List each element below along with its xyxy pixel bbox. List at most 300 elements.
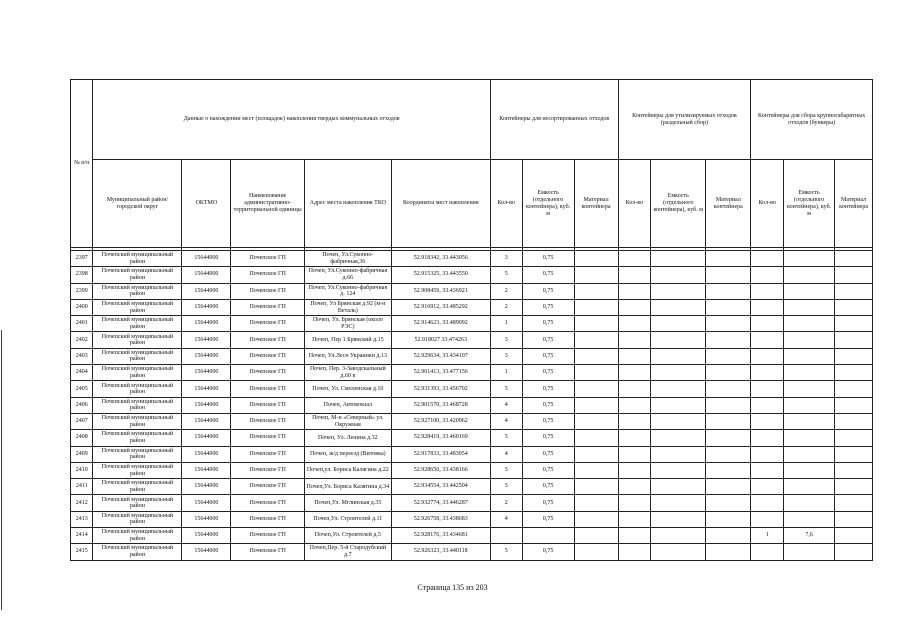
cell-count-separate xyxy=(618,413,651,429)
cell-address: Почеп, Автовокзал xyxy=(304,397,391,413)
cell-material-unsorted xyxy=(574,381,618,397)
cell-material-separate xyxy=(706,316,751,332)
cell-material-unsorted xyxy=(574,479,618,495)
cell-capacity-separate xyxy=(651,430,706,446)
cell-coordinates: 52.915325, 33.443550 xyxy=(391,267,490,283)
cell-capacity-separate xyxy=(651,462,706,478)
cell-count-unsorted: 5 xyxy=(490,544,522,560)
cell-address: Почеп, Ул.Суконно-фабричная д. 124 xyxy=(304,283,391,299)
cell-material-unsorted xyxy=(574,267,618,283)
cell-capacity-separate xyxy=(651,348,706,364)
cell-count-bulky xyxy=(751,348,784,364)
cell-count-unsorted: 5 xyxy=(490,381,522,397)
cell-row-number: 2397 xyxy=(71,251,93,267)
table-row xyxy=(71,381,873,397)
cell-count-bulky xyxy=(751,267,784,283)
cell-count-bulky xyxy=(751,495,784,511)
cell-capacity-bulky xyxy=(784,365,835,381)
cell-capacity-unsorted: 0,75 xyxy=(522,348,574,364)
cell-oktmo: 15644000 xyxy=(182,479,231,495)
cell-address: Почеп,Пер. 5-й Стародубский д.7 xyxy=(304,544,391,560)
cell-material-separate xyxy=(706,267,751,283)
cell-capacity-separate xyxy=(651,283,706,299)
table-row xyxy=(71,299,873,315)
cell-row-number: 2398 xyxy=(71,267,93,283)
cell-capacity-bulky xyxy=(784,283,835,299)
cell-address: Почеп, Пер 1 Брянский д.15 xyxy=(304,332,391,348)
cell-oktmo: 15644000 xyxy=(182,511,231,527)
header-unit-name: Наименование административно-территориальной единицы xyxy=(231,160,305,248)
cell-capacity-separate xyxy=(651,299,706,315)
table-row xyxy=(71,348,873,364)
cell-capacity-unsorted: 0,75 xyxy=(522,430,574,446)
cell-oktmo: 15644000 xyxy=(182,381,231,397)
cell-count-separate xyxy=(618,479,651,495)
cell-material-unsorted xyxy=(574,430,618,446)
header-material-bulky: Материал контейнера xyxy=(835,160,873,248)
cell-address: Почеп,ул. Бориса Калягина д.22 xyxy=(304,462,391,478)
cell-count-unsorted: 3 xyxy=(490,332,522,348)
cell-material-bulky xyxy=(835,544,873,560)
cell-address: Почеп, М-н «Северный» ул. Окружная xyxy=(304,413,391,429)
cell-coordinates: 52.928650, 33.438166 xyxy=(391,462,490,478)
cell-count-unsorted: 5 xyxy=(490,479,522,495)
cell-coordinates: 52.928176, 33.434681 xyxy=(391,528,490,544)
cell-capacity-unsorted: 0,75 xyxy=(522,413,574,429)
cell-material-separate xyxy=(706,430,751,446)
table-row xyxy=(71,365,873,381)
cell-oktmo: 15644000 xyxy=(182,267,231,283)
cell-address: Почеп, Ул.Суконно-фабричная,36 xyxy=(304,251,391,267)
header-capacity-separate: Емкость (отдельного контейнера), куб. м xyxy=(651,160,706,248)
cell-unit-name: Почепское ГП xyxy=(231,283,305,299)
table-row xyxy=(71,267,873,283)
cell-unit-name: Почепское ГП xyxy=(231,446,305,462)
cell-material-separate xyxy=(706,251,751,267)
cell-row-number: 2412 xyxy=(71,495,93,511)
cell-capacity-unsorted: 0,75 xyxy=(522,251,574,267)
cell-material-unsorted xyxy=(574,446,618,462)
cell-coordinates: 52.931393, 33.456702 xyxy=(391,381,490,397)
cell-material-separate xyxy=(706,528,751,544)
cell-coordinates: 52.901570, 33.468728 xyxy=(391,397,490,413)
cell-municipality: Почепский муниципальный район xyxy=(93,316,182,332)
cell-material-separate xyxy=(706,397,751,413)
cell-count-unsorted: 1 xyxy=(490,365,522,381)
cell-municipality: Почепский муниципальный район xyxy=(93,365,182,381)
cell-material-bulky xyxy=(835,479,873,495)
cell-coordinates: 52.932774, 33.446287 xyxy=(391,495,490,511)
cell-capacity-bulky xyxy=(784,446,835,462)
table-row xyxy=(71,528,873,544)
cell-address: Почеп,Ул. Строителей д.5 xyxy=(304,528,391,544)
cell-oktmo: 15644000 xyxy=(182,495,231,511)
cell-material-unsorted xyxy=(574,397,618,413)
cell-material-bulky xyxy=(835,462,873,478)
cell-material-bulky xyxy=(835,267,873,283)
cell-count-unsorted xyxy=(490,528,522,544)
cell-count-separate xyxy=(618,381,651,397)
cell-coordinates: 52.916912, 33.485292 xyxy=(391,299,490,315)
cell-capacity-bulky xyxy=(784,430,835,446)
cell-count-bulky xyxy=(751,430,784,446)
cell-unit-name: Почепское ГП xyxy=(231,544,305,560)
cell-row-number: 2399 xyxy=(71,283,93,299)
table-row xyxy=(71,544,873,560)
cell-row-number: 2410 xyxy=(71,462,93,478)
cell-material-separate xyxy=(706,348,751,364)
cell-coordinates: 52.929634, 33.434107 xyxy=(391,348,490,364)
cell-material-unsorted xyxy=(574,283,618,299)
cell-count-separate xyxy=(618,528,651,544)
cell-unit-name: Почепское ГП xyxy=(231,413,305,429)
cell-capacity-separate xyxy=(651,267,706,283)
cell-coordinates: 52.914623, 33.489092 xyxy=(391,316,490,332)
header-group-separate: Контейнеры для утилизируемых отходов (раздельный сбор) xyxy=(618,80,751,160)
cell-municipality: Почепский муниципальный район xyxy=(93,283,182,299)
page-number: Страница 135 из 203 xyxy=(417,583,488,592)
cell-material-bulky xyxy=(835,365,873,381)
cell-count-bulky xyxy=(751,381,784,397)
cell-address: Почеп, Ул.Лесн Украинки д.13 xyxy=(304,348,391,364)
cell-material-separate xyxy=(706,332,751,348)
cell-unit-name: Почепское ГП xyxy=(231,462,305,478)
cell-count-unsorted: 2 xyxy=(490,283,522,299)
table-body xyxy=(71,248,873,561)
cell-material-bulky xyxy=(835,381,873,397)
cell-coordinates: 52.927100, 33.420962 xyxy=(391,413,490,429)
cell-address: Почеп, Пер. 3-Заводскальный д.60 в xyxy=(304,365,391,381)
cell-oktmo: 15644000 xyxy=(182,283,231,299)
cell-capacity-separate xyxy=(651,316,706,332)
cell-capacity-bulky xyxy=(784,267,835,283)
cell-oktmo: 15644000 xyxy=(182,348,231,364)
cell-count-bulky xyxy=(751,413,784,429)
cell-oktmo: 15644000 xyxy=(182,430,231,446)
cell-oktmo: 15644000 xyxy=(182,528,231,544)
cell-capacity-bulky xyxy=(784,397,835,413)
cell-oktmo: 15644000 xyxy=(182,332,231,348)
cell-material-bulky xyxy=(835,332,873,348)
cell-material-unsorted xyxy=(574,299,618,315)
table-row xyxy=(71,479,873,495)
cell-oktmo: 15644000 xyxy=(182,413,231,429)
cell-count-separate xyxy=(618,544,651,560)
cell-material-unsorted xyxy=(574,251,618,267)
cell-count-separate xyxy=(618,462,651,478)
cell-capacity-unsorted: 0,75 xyxy=(522,479,574,495)
cell-unit-name: Почепское ГП xyxy=(231,528,305,544)
cell-address: Почеп, Ул.Суконно-фабричная д.66 xyxy=(304,267,391,283)
table-row xyxy=(71,495,873,511)
cell-row-number: 2405 xyxy=(71,381,93,397)
cell-capacity-bulky xyxy=(784,381,835,397)
cell-address: Почеп, Ул. Ленина д.32 xyxy=(304,430,391,446)
cell-count-unsorted: 4 xyxy=(490,446,522,462)
cell-row-number: 2409 xyxy=(71,446,93,462)
cell-address: Почеп,Ул. Мглинская д.35 xyxy=(304,495,391,511)
cell-municipality: Почепский муниципальный район xyxy=(93,544,182,560)
cell-unit-name: Почепское ГП xyxy=(231,332,305,348)
cell-municipality: Почепский муниципальный район xyxy=(93,446,182,462)
cell-capacity-unsorted: 0,75 xyxy=(522,544,574,560)
cell-capacity-separate xyxy=(651,495,706,511)
cell-capacity-unsorted: 0,75 xyxy=(522,316,574,332)
cell-coordinates: 52.934554, 33.442504 xyxy=(391,479,490,495)
cell-unit-name: Почепское ГП xyxy=(231,348,305,364)
cell-material-unsorted xyxy=(574,332,618,348)
cell-capacity-bulky xyxy=(784,299,835,315)
cell-unit-name: Почепское ГП xyxy=(231,495,305,511)
cell-oktmo: 15644000 xyxy=(182,462,231,478)
cell-capacity-separate xyxy=(651,511,706,527)
cell-material-unsorted xyxy=(574,413,618,429)
table-row xyxy=(71,430,873,446)
cell-oktmo: 15644000 xyxy=(182,397,231,413)
cell-capacity-bulky xyxy=(784,462,835,478)
cell-capacity-unsorted: 0,75 xyxy=(522,283,574,299)
cell-capacity-separate xyxy=(651,413,706,429)
cell-unit-name: Почепское ГП xyxy=(231,299,305,315)
cell-unit-name: Почепское ГП xyxy=(231,267,305,283)
cell-capacity-bulky xyxy=(784,251,835,267)
cell-coordinates: 52.926323, 33.440118 xyxy=(391,544,490,560)
cell-capacity-separate xyxy=(651,544,706,560)
cell-municipality: Почепский муниципальный район xyxy=(93,479,182,495)
cell-material-bulky xyxy=(835,413,873,429)
cell-unit-name: Почепское ГП xyxy=(231,316,305,332)
cell-material-unsorted xyxy=(574,511,618,527)
cell-capacity-unsorted: 0,75 xyxy=(522,365,574,381)
cell-count-unsorted: 3 xyxy=(490,251,522,267)
header-row-number: № п/п xyxy=(71,80,93,248)
cell-count-separate xyxy=(618,332,651,348)
cell-capacity-bulky xyxy=(784,495,835,511)
cell-count-separate xyxy=(618,251,651,267)
cell-oktmo: 15644000 xyxy=(182,446,231,462)
cell-municipality: Почепский муниципальный район xyxy=(93,413,182,429)
cell-material-separate xyxy=(706,479,751,495)
cell-coordinates: 52.926758, 33.438683 xyxy=(391,511,490,527)
cell-capacity-separate xyxy=(651,332,706,348)
cell-count-unsorted: 2 xyxy=(490,299,522,315)
cell-capacity-bulky xyxy=(784,316,835,332)
cell-municipality: Почепский муниципальный район xyxy=(93,251,182,267)
cell-material-bulky xyxy=(835,348,873,364)
cell-count-bulky xyxy=(751,511,784,527)
cell-material-separate xyxy=(706,446,751,462)
cell-address: Почеп, Ул Брянская д.92 (м-н Веталь) xyxy=(304,299,391,315)
cell-unit-name: Почепское ГП xyxy=(231,430,305,446)
cell-oktmo: 15644000 xyxy=(182,544,231,560)
cell-count-unsorted: 4 xyxy=(490,413,522,429)
header-group-sites: Данные о нахождении мест (площадок) накопления твердых коммунальных отходов xyxy=(93,80,490,160)
cell-capacity-bulky xyxy=(784,479,835,495)
cell-capacity-separate xyxy=(651,381,706,397)
cell-count-separate xyxy=(618,283,651,299)
cell-material-unsorted xyxy=(574,348,618,364)
cell-material-separate xyxy=(706,495,751,511)
cell-capacity-separate xyxy=(651,365,706,381)
header-count-unsorted: Кол-во xyxy=(490,160,522,248)
cell-count-unsorted: 1 xyxy=(490,316,522,332)
cell-municipality: Почепский муниципальный район xyxy=(93,528,182,544)
cell-count-unsorted: 5 xyxy=(490,430,522,446)
cell-count-bulky xyxy=(751,446,784,462)
cell-municipality: Почепский муниципальный район xyxy=(93,348,182,364)
cell-row-number: 2407 xyxy=(71,413,93,429)
cell-capacity-unsorted: 0,75 xyxy=(522,299,574,315)
cell-capacity-separate xyxy=(651,251,706,267)
cell-count-bulky xyxy=(751,365,784,381)
table-row xyxy=(71,446,873,462)
cell-row-number: 2406 xyxy=(71,397,93,413)
cell-row-number: 2403 xyxy=(71,348,93,364)
header-coordinates: Координаты мест накопления xyxy=(391,160,490,248)
cell-municipality: Почепский муниципальный район xyxy=(93,267,182,283)
cell-material-bulky xyxy=(835,283,873,299)
cell-count-bulky xyxy=(751,283,784,299)
cell-capacity-bulky xyxy=(784,348,835,364)
cell-material-bulky xyxy=(835,446,873,462)
cell-count-separate xyxy=(618,397,651,413)
cell-row-number: 2411 xyxy=(71,479,93,495)
cell-count-unsorted: 4 xyxy=(490,397,522,413)
cell-address: Почеп,Ул. Бориса Калягина д.34 xyxy=(304,479,391,495)
cell-capacity-bulky xyxy=(784,332,835,348)
cell-capacity-unsorted: 0,75 xyxy=(522,397,574,413)
cell-material-separate xyxy=(706,381,751,397)
cell-capacity-separate xyxy=(651,479,706,495)
cell-row-number: 2402 xyxy=(71,332,93,348)
cell-capacity-unsorted: 0,75 xyxy=(522,267,574,283)
header-material-unsorted: Материал контейнера xyxy=(574,160,618,248)
cell-count-unsorted: 5 xyxy=(490,267,522,283)
cell-count-unsorted: 2 xyxy=(490,495,522,511)
cell-count-separate xyxy=(618,511,651,527)
cell-count-separate xyxy=(618,316,651,332)
cell-municipality: Почепский муниципальный район xyxy=(93,381,182,397)
cell-capacity-bulky: 7,6 xyxy=(784,528,835,544)
cell-capacity-unsorted: 0,75 xyxy=(522,462,574,478)
cell-count-bulky xyxy=(751,479,784,495)
cell-municipality: Почепский муниципальный район xyxy=(93,332,182,348)
cell-coordinates: 52.928419, 33.460169 xyxy=(391,430,490,446)
cell-material-unsorted xyxy=(574,495,618,511)
cell-count-bulky xyxy=(751,332,784,348)
cell-address: Почеп, Ул. Смоленская д.10 xyxy=(304,381,391,397)
cell-municipality: Почепский муниципальный район xyxy=(93,511,182,527)
cell-unit-name: Почепское ГП xyxy=(231,365,305,381)
cell-oktmo: 15644000 xyxy=(182,299,231,315)
cell-capacity-separate xyxy=(651,397,706,413)
cell-coordinates: 52.918342, 33.443056 xyxy=(391,251,490,267)
cell-material-bulky xyxy=(835,397,873,413)
cell-material-bulky xyxy=(835,511,873,527)
cell-capacity-bulky xyxy=(784,413,835,429)
cell-material-unsorted xyxy=(574,462,618,478)
cell-capacity-bulky xyxy=(784,511,835,527)
cell-municipality: Почепский муниципальный район xyxy=(93,430,182,446)
table-row xyxy=(71,332,873,348)
table-row xyxy=(71,283,873,299)
cell-count-unsorted: 5 xyxy=(490,462,522,478)
header-oktmo: ОКТМО xyxy=(182,160,231,248)
cell-unit-name: Почепское ГП xyxy=(231,511,305,527)
header-group-unsorted: Контейнеры для несортированных отходов xyxy=(490,80,618,160)
cell-address: Почеп,Ул. Строителей д.11 xyxy=(304,511,391,527)
cell-count-separate xyxy=(618,348,651,364)
cell-count-bulky: 1 xyxy=(751,528,784,544)
header-group-bulky: Контейнеры для сбора крупногабаритных отходов (бункеры) xyxy=(751,80,873,160)
cell-count-bulky xyxy=(751,462,784,478)
header-municipality: Муниципальный район/городской округ xyxy=(93,160,182,248)
cell-material-bulky xyxy=(835,495,873,511)
cell-count-bulky xyxy=(751,397,784,413)
cell-municipality: Почепский муниципальный район xyxy=(93,299,182,315)
cell-count-separate xyxy=(618,446,651,462)
cell-unit-name: Почепское ГП xyxy=(231,397,305,413)
table-row xyxy=(71,251,873,267)
cell-address: Почеп, ж/д переезд (Витовка) xyxy=(304,446,391,462)
cell-material-separate xyxy=(706,462,751,478)
cell-capacity-bulky xyxy=(784,544,835,560)
table-row xyxy=(71,462,873,478)
cell-count-separate xyxy=(618,267,651,283)
waste-sites-table xyxy=(70,79,873,561)
cell-count-separate xyxy=(618,430,651,446)
cell-material-bulky xyxy=(835,316,873,332)
table-row xyxy=(71,397,873,413)
cell-address: Почеп, Ул. Брянская (около РЭС) xyxy=(304,316,391,332)
cell-row-number: 2414 xyxy=(71,528,93,544)
cell-material-bulky xyxy=(835,528,873,544)
cell-capacity-separate xyxy=(651,446,706,462)
cell-municipality: Почепский муниципальный район xyxy=(93,462,182,478)
cell-oktmo: 15644000 xyxy=(182,251,231,267)
header-capacity-unsorted: Емкость (отдельного контейнера), куб. м xyxy=(522,160,574,248)
cell-material-unsorted xyxy=(574,544,618,560)
table-row xyxy=(71,413,873,429)
cell-capacity-unsorted: 0,75 xyxy=(522,381,574,397)
cell-material-separate xyxy=(706,413,751,429)
table-row xyxy=(71,511,873,527)
cell-material-unsorted xyxy=(574,316,618,332)
cell-material-bulky xyxy=(835,299,873,315)
header-capacity-bulky: Емкость (отдельного контейнера), куб. м xyxy=(784,160,835,248)
cell-coordinates: 52.908459, 33.436921 xyxy=(391,283,490,299)
cell-capacity-separate xyxy=(651,528,706,544)
cell-count-separate xyxy=(618,365,651,381)
cell-material-unsorted xyxy=(574,365,618,381)
cell-coordinates: 52.918027 33.474263 xyxy=(391,332,490,348)
cell-capacity-unsorted: 0,75 xyxy=(522,495,574,511)
cell-count-bulky xyxy=(751,316,784,332)
cell-count-separate xyxy=(618,299,651,315)
header-address: Адрес места накопления ТКО xyxy=(304,160,391,248)
cell-count-unsorted: 4 xyxy=(490,511,522,527)
cell-unit-name: Почепское ГП xyxy=(231,251,305,267)
header-material-separate: Материал контейнера xyxy=(706,160,751,248)
cell-row-number: 2408 xyxy=(71,430,93,446)
cell-capacity-unsorted: 0,75 xyxy=(522,332,574,348)
cell-count-bulky xyxy=(751,299,784,315)
cell-capacity-unsorted: 0,75 xyxy=(522,446,574,462)
cell-row-number: 2404 xyxy=(71,365,93,381)
cell-material-separate xyxy=(706,544,751,560)
cell-unit-name: Почепское ГП xyxy=(231,479,305,495)
cell-material-separate xyxy=(706,299,751,315)
